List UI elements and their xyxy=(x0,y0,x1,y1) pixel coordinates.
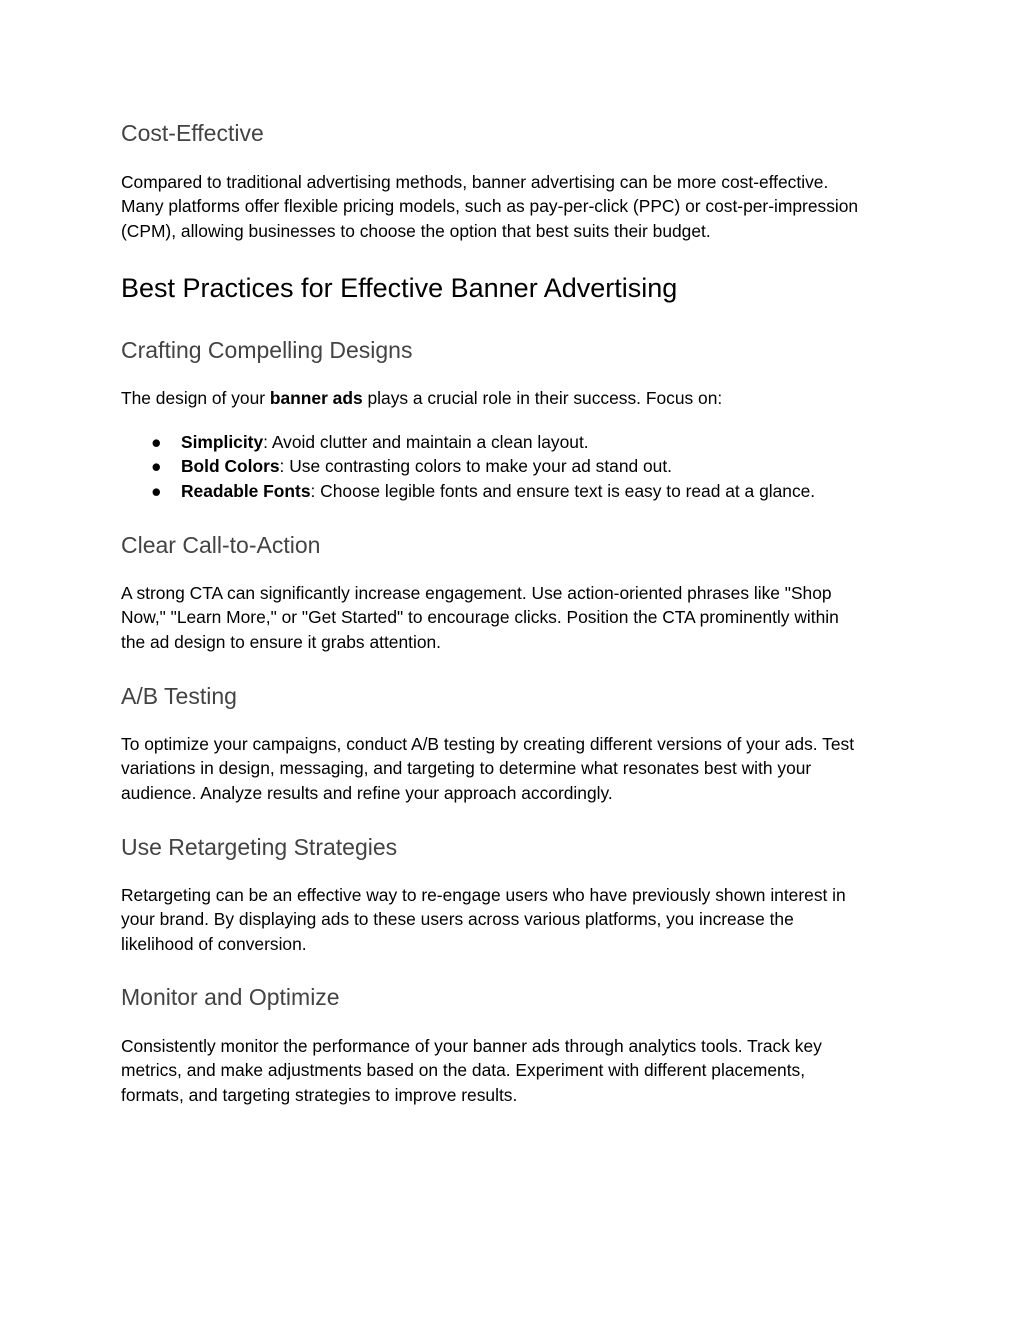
paragraph-crafting-intro xyxy=(121,386,911,410)
list-item-text: : Avoid clutter and maintain a clean layout. xyxy=(263,432,589,452)
heading-clear-cta: Clear Call-to-Action xyxy=(121,532,321,558)
intro-text-before: The design of your xyxy=(121,388,270,408)
paragraph-line: Consistently monitor the performance of your banner ads through analytics tools. Track key xyxy=(121,1036,822,1056)
paragraph-line xyxy=(121,386,911,410)
bullet-icon: ● xyxy=(151,432,162,452)
paragraph-line: Many platforms offer flexible pricing models, such as pay-per-click (PPC) or cost-per-impression xyxy=(121,196,859,217)
paragraph-line: Retargeting can be an effective way to re-engage users who have previously shown interest in xyxy=(121,885,846,905)
paragraph-line: formats, and targeting strategies to improve results. xyxy=(121,1084,518,1105)
paragraph-monitor-optimize xyxy=(121,1034,911,1107)
paragraph-retargeting xyxy=(121,883,911,956)
bullet-icon: ● xyxy=(151,456,162,477)
list-item-bold: Readable Fonts xyxy=(181,480,311,501)
paragraph-line: audience. Analyze results and refine your approach accordingly. xyxy=(121,782,613,803)
paragraph-line: variations in design, messaging, and targeting to determine what resonates best with your xyxy=(121,758,812,779)
heading-monitor-optimize: Monitor and Optimize xyxy=(121,984,340,1010)
list-item-bold: Simplicity xyxy=(181,432,264,452)
heading-retargeting: Use Retargeting Strategies xyxy=(121,834,398,860)
paragraph-line: Compared to traditional advertising methods, banner advertising can be more cost-effective. xyxy=(121,172,829,192)
list-item xyxy=(121,479,815,503)
paragraph-line: A strong CTA can significantly increase engagement. Use action-oriented phrases like "Shop xyxy=(121,583,832,603)
paragraph-clear-cta xyxy=(121,581,911,654)
list-item-text: : Use contrasting colors to make your ad stand out. xyxy=(279,456,672,477)
list-item xyxy=(121,454,815,478)
heading-crafting-designs: Crafting Compelling Designs xyxy=(121,337,413,363)
list-item-text: : Choose legible fonts and ensure text is easy to read at a glance. xyxy=(310,480,816,501)
paragraph-line: (CPM), allowing businesses to choose the option that best suits their budget. xyxy=(121,220,711,241)
bullet-icon: ● xyxy=(151,480,162,501)
paragraph-line: the ad design to ensure it grabs attention. xyxy=(121,631,442,652)
paragraph-line: likelihood of conversion. xyxy=(121,933,307,954)
heading-ab-testing: A/B Testing xyxy=(121,683,237,709)
paragraph-line: To optimize your campaigns, conduct A/B testing by creating different versions of your ads. Test xyxy=(121,734,855,754)
paragraph-line: metrics, and make adjustments based on the data. Experiment with different placements, xyxy=(121,1060,806,1081)
paragraph-line: Now," "Learn More," or "Get Started" to encourage clicks. Position the CTA prominently within xyxy=(121,607,839,628)
list-item xyxy=(121,430,815,454)
heading-best-practices: Best Practices for Effective Banner Advertising xyxy=(121,273,678,303)
paragraph-ab-testing xyxy=(121,732,911,805)
list-item-bold: Bold Colors xyxy=(181,456,280,477)
bullet-list xyxy=(121,430,815,503)
intro-bold-text: banner ads xyxy=(269,388,363,408)
heading-cost-effective: Cost-Effective xyxy=(121,120,264,146)
paragraph-line: your brand. By displaying ads to these users across various platforms, you increase the xyxy=(121,909,794,930)
paragraph-cost-effective xyxy=(121,170,911,243)
intro-text-after: plays a crucial role in their success. Focus on: xyxy=(362,388,723,408)
